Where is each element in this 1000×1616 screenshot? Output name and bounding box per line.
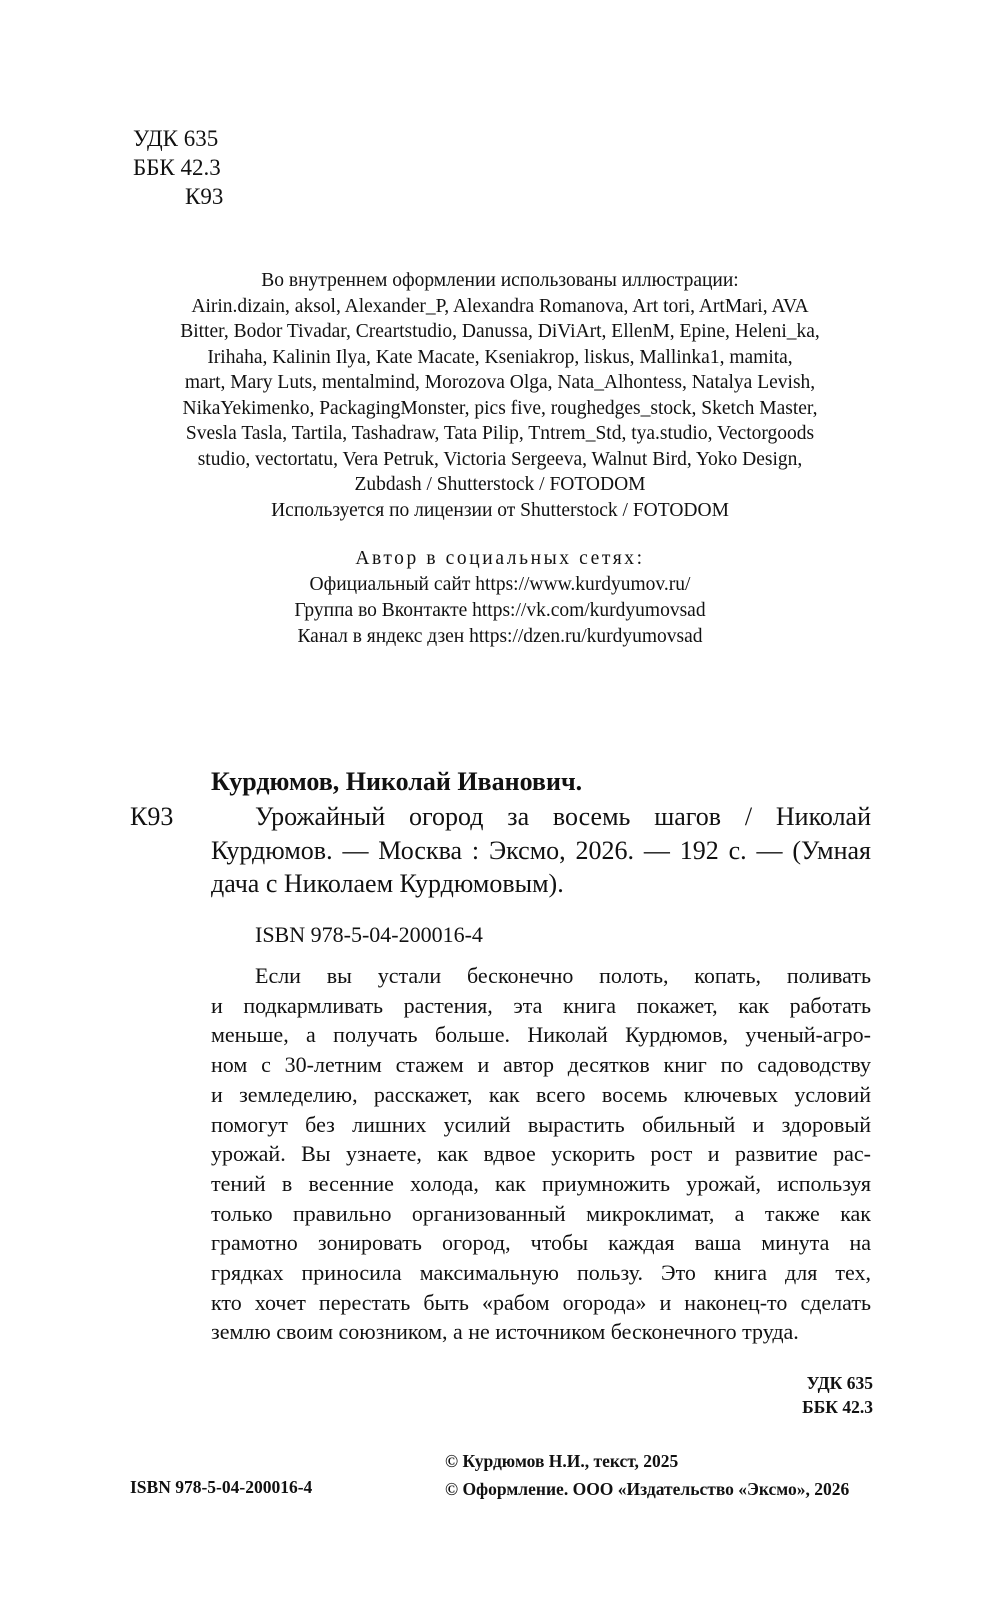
bib-line: Курдюмов. — Москва : Эксмо, 2026. — 192 с. — (Умная [211,835,871,865]
annotation-line: кто хочет перестать быть «рабом огорода» и наконец-то сделать [211,1289,871,1315]
copyright-design: © Оформление. ООО «Издательство «Эксмо», 2026 [445,1479,850,1499]
illustration-credits [140,268,860,523]
bottom-udk: УДК 635 [806,1373,873,1393]
annotation-line: грамотно зонировать огород, чтобы каждая ваша минута на [211,1230,871,1256]
annotation-line: меньше, а получать больше. Николай Курдюмов, ученый-агро- [211,1022,871,1048]
annotation-line: и подкармливать растения, эта книга покажет, как работать [211,992,871,1018]
credits-line: studio, vectortatu, Vera Petruk, Victoria Sergeeva, Walnut Bird, Yoko Design, [197,448,803,470]
annotation-line: тений в весенние холода, как приумножить урожай, используя [211,1170,871,1196]
bottom-bbk: ББК 42.3 [802,1397,873,1417]
social-heading: Автор в социальных сетях: [355,548,645,569]
credits-line: Irihaha, Kalinin Ilya, Kate Macate, Kseniakrop, liskus, Mallinka1, mamita, [207,346,793,368]
author-sign: К93 [185,184,224,209]
annotation-line: землю своим союзником, а не источником бесконечного труда. [211,1319,799,1345]
credits-line: Airin.dizain, aksol, Alexander_P, Alexandra Romanova, Art tori, ArtMari, AVA [191,295,809,317]
annotation-line: помогут без лишних усилий вырастить обильный и здоровый [211,1111,871,1137]
credits-line: Во внутреннем оформлении использованы иллюстрации: [261,270,739,291]
annotation-line: грядках приносила максимальную пользу. Это книга для тех, [211,1260,871,1286]
bottom-classification [802,1371,873,1419]
credits-line: Svesla Tasla, Tartila, Tashadraw, Tata Pilip, Tntrem_Std, tya.studio, Vectorgoods [185,423,815,444]
bib-author: Курдюмов, Николай Иванович. [211,767,583,796]
annotation-line: только правильно организованный микроклимат, а также как [211,1200,871,1226]
annotation-line: ном с 30-летним стажем и автор десятков книг по садоводству [211,1052,871,1078]
credits-line: Bitter, Bodor Tivadar, Creartstudio, Danussa, DiViArt, EllenM, Epine, Heleni_ka, [180,321,820,342]
credits-line: mart, Mary Luts, mentalmind, Morozova Olga, Nata_Alhontess, Natalya Levish, [184,372,816,393]
annotation-line: урожай. Вы узнаете, как вдвое ускорить рост и развитие рас- [211,1141,871,1167]
classification-block [133,124,223,211]
copyright-block [445,1447,849,1503]
annotation [211,961,871,1347]
official-site-link[interactable]: Официальный сайт https://www.kurdyumov.ru/ [309,574,691,595]
bib-author-sign: К93 [130,802,174,831]
license-line: Используется по лицензии от Shutterstock / FOTODOM [271,499,729,521]
bib-line: Урожайный огород за восемь шагов / Николай [255,802,871,831]
bib-isbn: ISBN 978-5-04-200016-4 [255,922,483,947]
bbk-code: ББК 42.3 [133,155,221,180]
bottom-isbn: ISBN 978-5-04-200016-4 [130,1477,313,1497]
annotation-line: Если вы устали бесконечно полоть, копать, поливать [255,963,871,988]
vk-group-link[interactable]: Группа во Вконтакте https://vk.com/kurdyumovsad [294,600,706,621]
dzen-channel-link[interactable]: Канал в яндекс дзен https://dzen.ru/kurdyumovsad [297,626,703,647]
copyright-text: © Курдюмов Н.И., текст, 2025 [445,1451,679,1471]
annotation-line: и земледелию, расскажет, как всего восемь ключевых условий [211,1081,871,1107]
credits-line: NikaYekimenko, PackagingMonster, pics five, roughedges_stock, Sketch Master, [182,397,818,419]
social-block [140,546,860,650]
bib-description [211,800,871,901]
credits-line: Zubdash / Shutterstock / FOTODOM [354,474,646,495]
udk-code: УДК 635 [133,126,219,151]
bib-line: дача с Николаем Курдюмовым). [211,869,564,898]
